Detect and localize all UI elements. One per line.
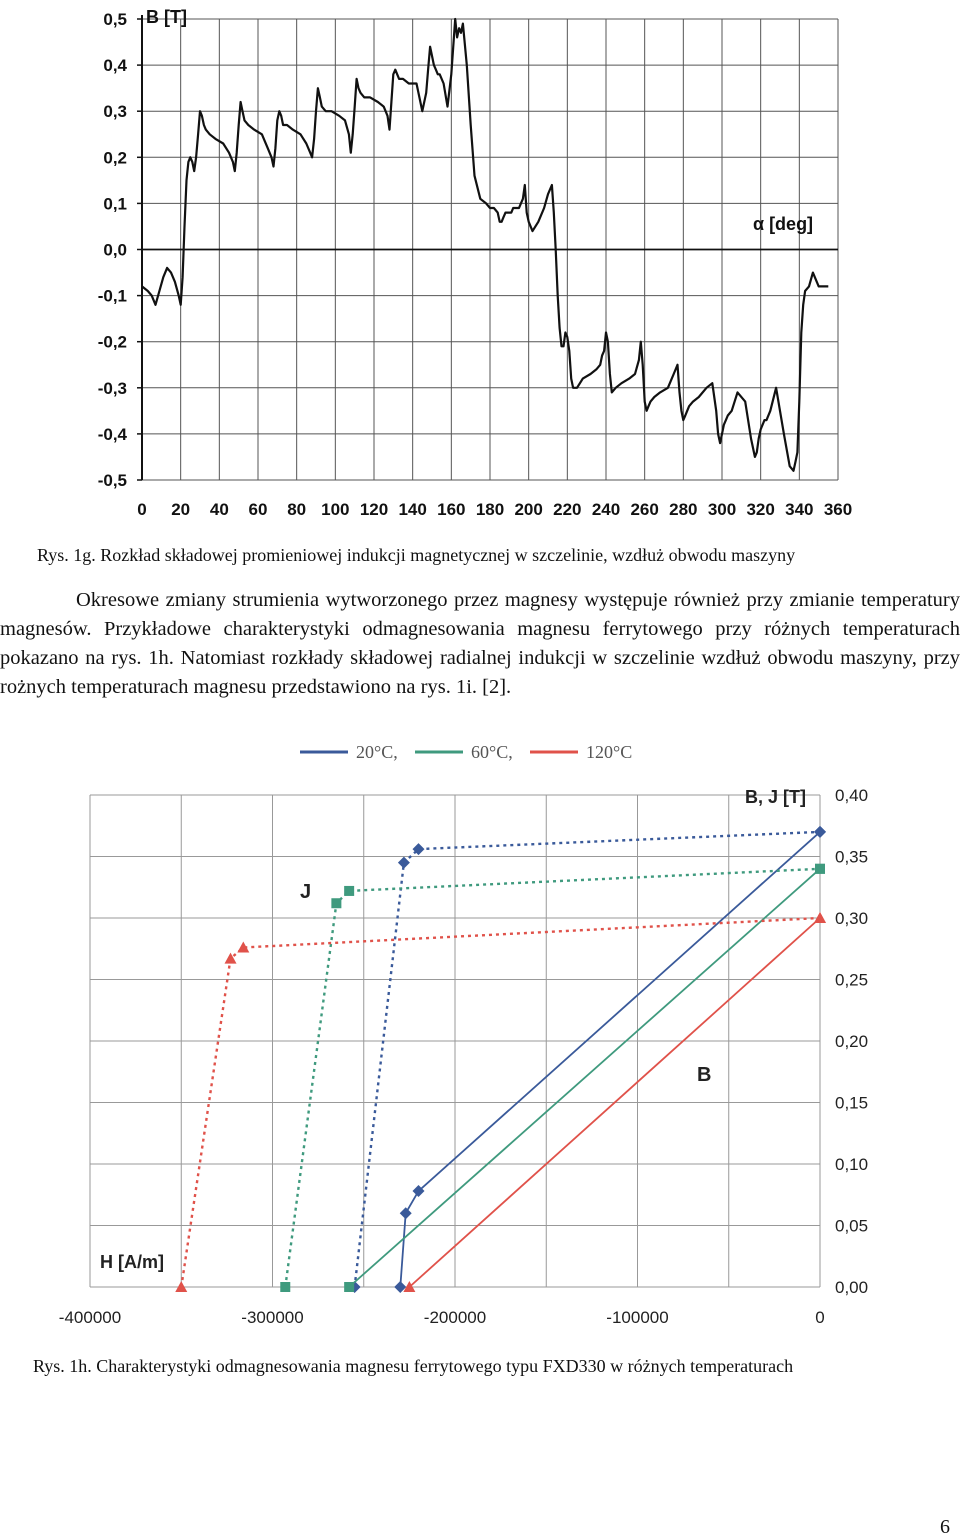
chart1-y-tick--0,5: -0,5 <box>97 471 127 490</box>
chart1-y-tick-0,5: 0,5 <box>103 10 127 29</box>
chart1-y-tick-0,2: 0,2 <box>103 148 127 168</box>
chart1-y-tick-labels <box>98 10 128 490</box>
chart1-x-tick-100: 100 <box>321 500 350 519</box>
chart2-annotation-j: J <box>300 881 312 903</box>
chart2-x-tick--100000: -100000 <box>606 1308 669 1327</box>
chart2-y-tick-0,10: 0,10 <box>835 1155 869 1174</box>
chart1-x-tick-160: 160 <box>437 500 466 519</box>
chart2-y-tick-0,05: 0,05 <box>835 1216 869 1236</box>
chart2-x-axis-label: H [A/m] <box>100 1252 164 1272</box>
chart1-y-tick-0,3: 0,3 <box>103 102 127 122</box>
induction-chart <box>0 0 960 530</box>
chart2-x-tick--300000: -300000 <box>241 1308 304 1327</box>
chart2-point-square <box>815 864 825 874</box>
chart2-y-tick-0,35: 0,35 <box>835 847 869 867</box>
chart2-point-square <box>280 1282 290 1292</box>
chart1-y-axis-label: B [T] <box>146 7 187 27</box>
chart2-series-1 <box>355 832 820 1287</box>
chart1-y-tick--0,3: -0,3 <box>97 378 127 398</box>
chart1-x-tick-360: 360 <box>823 500 853 519</box>
chart1-series-line <box>142 19 828 471</box>
chart1-x-tick-240: 240 <box>591 500 621 519</box>
chart1-x-axis-label: α [deg] <box>753 214 814 234</box>
chart1-x-tick-220: 220 <box>553 500 582 519</box>
chart2-legend-label-2: 120°C <box>586 742 633 762</box>
chart2-x-tick-labels <box>59 1308 825 1327</box>
chart2-point-square <box>344 886 354 896</box>
chart2-y-tick-labels <box>835 786 868 1297</box>
chart1-y-tick--0,1: -0,1 <box>97 286 127 306</box>
chart1-x-tick-280: 280 <box>669 500 698 519</box>
chart2-legend <box>300 742 632 762</box>
chart1-x-tick-180: 180 <box>475 500 505 519</box>
chart1-axes <box>137 15 142 480</box>
chart2-x-tick--400000: -400000 <box>58 1308 122 1327</box>
chart2-legend-label-1: 60°C, <box>471 742 513 762</box>
chart2-x-tick--200000: -200000 <box>423 1308 487 1327</box>
chart2-point-square <box>331 898 341 908</box>
body-paragraph-text: Okresowe zmiany strumienia wytworzonego przez magnesy występuje również przy zmianie temperatury magnesów. Przykładowe charakterystyki odmagnesowania magnesu ferrytowego przy różnych temperaturach pokazano na rys. 1h. Natomiast rozkłady składowej radialnej indukcji w szczelinie wzdłuż obwodu maszyny, przy rożnych temperaturach magnesu przedstawiono na rys. 1i. [2]. <box>0 589 960 698</box>
chart1-x-tick-labels <box>137 500 852 519</box>
chart1-y-tick-0,0: 0,0 <box>103 240 127 260</box>
figure-caption-1g: Rys. 1g. Rozkład składowej promieniowej indukcji magnetycznej w szczelinie, wzdłuż obwodu maszyny <box>37 545 796 565</box>
chart1-x-tick-300: 300 <box>707 500 737 519</box>
chart1-x-tick-140: 140 <box>398 500 427 519</box>
chart1-y-tick-0,1: 0,1 <box>103 194 127 214</box>
chart2-series-0 <box>400 832 820 1287</box>
chart2-point-triangle <box>237 942 249 953</box>
chart1-x-tick-60: 60 <box>248 500 268 519</box>
chart2-y-tick-0,40: 0,40 <box>835 786 869 805</box>
chart1-x-tick-20: 20 <box>171 500 191 519</box>
chart1-x-tick-0: 0 <box>137 500 147 519</box>
chart2-y-tick-0,00: 0,00 <box>835 1278 869 1297</box>
chart1-x-tick-320: 320 <box>746 500 775 519</box>
chart2-y-tick-0,25: 0,25 <box>835 970 869 990</box>
demagnetization-chart <box>0 735 960 1345</box>
chart1-x-tick-120: 120 <box>359 500 389 519</box>
chart2-y-axis-label: B, J [T] <box>745 787 806 807</box>
chart1-x-tick-340: 340 <box>785 500 814 519</box>
chart2-x-tick-0: 0 <box>815 1308 825 1327</box>
chart1-grid <box>142 19 838 480</box>
chart2-legend-label-0: 20°C, <box>356 742 398 762</box>
figure-caption-1h: Rys. 1h. Charakterystyki odmagnesowania magnesu ferrytowego typu FXD330 w różnych temperaturach <box>33 1356 794 1376</box>
chart1-y-tick-0,4: 0,4 <box>103 56 127 76</box>
chart2-y-tick-0,30: 0,30 <box>835 909 869 928</box>
chart1-x-tick-260: 260 <box>630 500 659 519</box>
page-number: 6 <box>940 1516 950 1538</box>
chart1-x-tick-40: 40 <box>209 500 229 519</box>
chart2-y-tick-0,15: 0,15 <box>835 1093 869 1113</box>
chart1-y-tick--0,2: -0,2 <box>97 332 127 352</box>
chart2-point-diamond <box>400 1207 412 1219</box>
chart2-series-2 <box>349 869 820 1287</box>
body-paragraph <box>0 586 960 702</box>
chart2-grid <box>90 795 820 1287</box>
chart2-y-tick-0,20: 0,20 <box>835 1032 869 1051</box>
chart1-x-tick-200: 200 <box>514 500 543 519</box>
chart1-x-tick-80: 80 <box>287 500 307 519</box>
chart2-annotation-b: B <box>697 1064 712 1086</box>
chart1-y-tick--0,4: -0,4 <box>97 424 127 444</box>
chart2-point-square <box>344 1282 354 1292</box>
chart2-point-diamond <box>398 857 410 869</box>
